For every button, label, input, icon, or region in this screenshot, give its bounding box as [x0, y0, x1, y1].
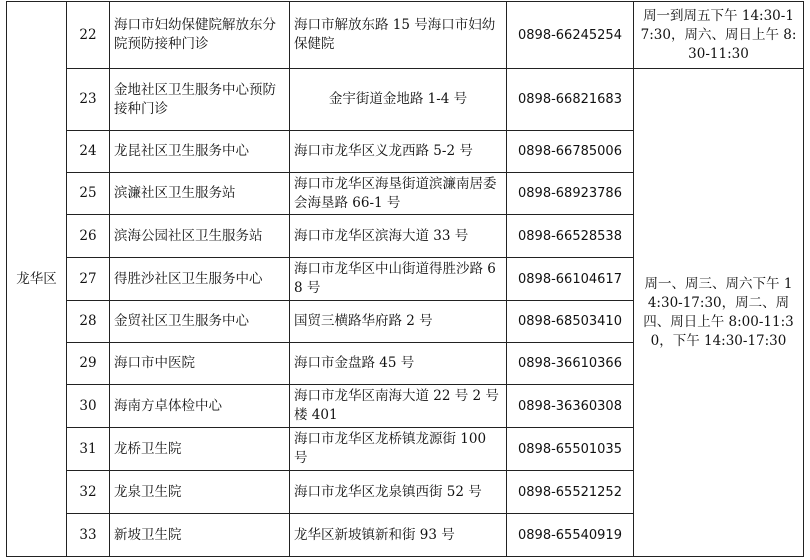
- row-number: 32: [67, 471, 110, 514]
- row-number: 31: [67, 428, 110, 471]
- clinic-phone: 0898-66821683: [507, 69, 634, 131]
- clinic-name: 滨濂社区卫生服务站: [110, 173, 290, 215]
- clinic-address: 龙华区新坡镇新和街 93 号: [290, 514, 507, 557]
- service-hours-alternating: 周一、周三、周六下午 14:30-17:30，周二、周四、周日上午 8:00-11:30，下午 14:30-17:30: [634, 69, 804, 557]
- clinic-phone: 0898-65540919: [507, 514, 634, 557]
- clinic-address: 海口市金盘路 45 号: [290, 343, 507, 385]
- clinic-phone: 0898-68923786: [507, 173, 634, 215]
- row-number: 28: [67, 301, 110, 343]
- clinic-name: 新坡卫生院: [110, 514, 290, 557]
- clinic-phone: 0898-66528538: [507, 215, 634, 258]
- clinic-phone: 0898-65501035: [507, 428, 634, 471]
- clinic-address: 国贸三横路华府路 2 号: [290, 301, 507, 343]
- table-row: [7, 2, 804, 69]
- clinic-phone: 0898-36360308: [507, 385, 634, 428]
- clinic-address: 海口市龙华区龙泉镇西街 52 号: [290, 471, 507, 514]
- row-number: 25: [67, 173, 110, 215]
- clinic-name: 海口市中医院: [110, 343, 290, 385]
- clinic-address: 海口市龙华区南海大道 22 号 2 号楼 401: [290, 385, 507, 428]
- clinic-name: 海南方卓体检中心: [110, 385, 290, 428]
- clinic-address: 海口市龙华区滨海大道 33 号: [290, 215, 507, 258]
- row-number: 30: [67, 385, 110, 428]
- clinic-address: 海口市龙华区义龙西路 5-2 号: [290, 131, 507, 173]
- clinic-name: 海口市妇幼保健院解放东分院预防接种门诊: [110, 2, 290, 69]
- clinic-name: 龙桥卫生院: [110, 428, 290, 471]
- row-number: 27: [67, 258, 110, 301]
- row-number: 29: [67, 343, 110, 385]
- clinic-phone: 0898-66245254: [507, 2, 634, 69]
- row-number: 23: [67, 69, 110, 131]
- clinic-name: 金地社区卫生服务中心预防接种门诊: [110, 69, 290, 131]
- clinic-phone: 0898-36610366: [507, 343, 634, 385]
- clinic-phone: 0898-66785006: [507, 131, 634, 173]
- clinic-name: 金贸社区卫生服务中心: [110, 301, 290, 343]
- row-number: 33: [67, 514, 110, 557]
- clinic-name: 滨海公园社区卫生服务站: [110, 215, 290, 258]
- vaccination-clinic-table: [6, 1, 804, 557]
- row-number: 22: [67, 2, 110, 69]
- clinic-name: 龙泉卫生院: [110, 471, 290, 514]
- clinic-name: 得胜沙社区卫生服务中心: [110, 258, 290, 301]
- table-row: [7, 69, 804, 131]
- clinic-phone: 0898-65521252: [507, 471, 634, 514]
- row-number: 26: [67, 215, 110, 258]
- clinic-name: 龙昆社区卫生服务中心: [110, 131, 290, 173]
- clinic-address: 海口市龙华区中山街道得胜沙路 68 号: [290, 258, 507, 301]
- clinic-address: 海口市龙华区海垦街道滨濂南居委会海垦路 66-1 号: [290, 173, 507, 215]
- district-cell: 龙华区: [7, 2, 67, 557]
- clinic-phone: 0898-66104617: [507, 258, 634, 301]
- clinic-phone: 0898-68503410: [507, 301, 634, 343]
- clinic-address: 金宇街道金地路 1-4 号: [290, 69, 507, 131]
- clinic-address: 海口市龙华区龙桥镇龙源街 100 号: [290, 428, 507, 471]
- row-number: 24: [67, 131, 110, 173]
- service-hours-weekday: 周一到周五下午 14:30-17:30，周六、周日上午 8:30-11:30: [634, 2, 804, 69]
- clinic-address: 海口市解放东路 15 号海口市妇幼保健院: [290, 2, 507, 69]
